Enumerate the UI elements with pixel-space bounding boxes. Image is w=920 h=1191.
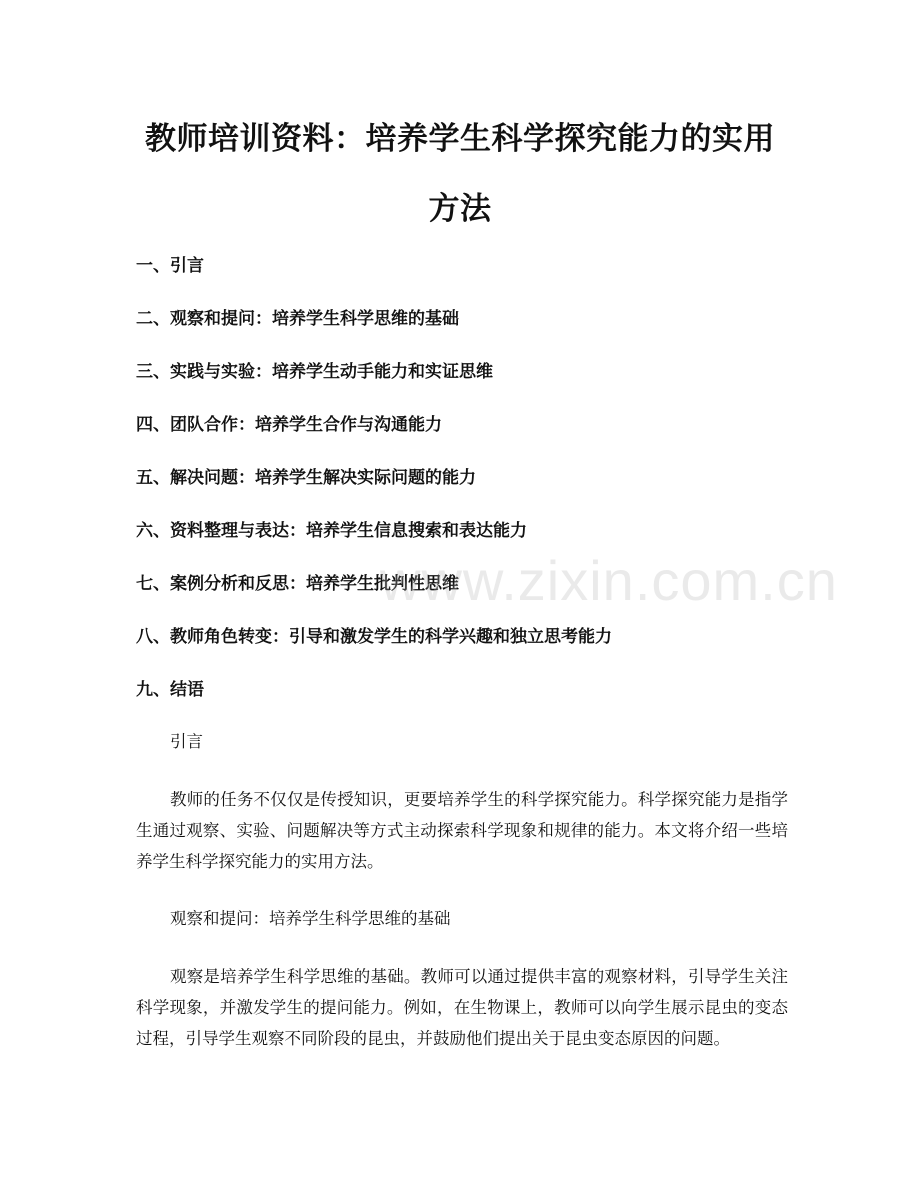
section-heading-observation: 观察和提问：培养学生科学思维的基础	[170, 909, 451, 928]
toc-item-1: 一、引言	[136, 256, 204, 276]
toc-item-6: 六、资料整理与表达：培养学生信息搜索和表达能力	[136, 521, 527, 541]
toc-item-5: 五、解决问题：培养学生解决实际问题的能力	[136, 468, 476, 488]
toc-item-4: 四、团队合作：培养学生合作与沟通能力	[136, 415, 442, 435]
document-title: 教师培训资料：培养学生科学探究能力的实用方法	[145, 121, 775, 227]
toc-item-9: 九、结语	[136, 680, 204, 700]
section-paragraph-observation: 观察是培养学生科学思维的基础。教师可以通过提供丰富的观察材料，引导学生关注科学现象，并激发学生的提问能力。例如，在生物课上，教师可以向学生展示昆虫的变态过程，引导学生观察不同阶段的昆虫，并鼓励他们提出关于昆虫变态原因的问题。	[136, 967, 788, 1048]
toc-item-2: 二、观察和提问：培养学生科学思维的基础	[136, 309, 459, 329]
document-body	[136, 722, 788, 1076]
section-heading-intro: 引言	[170, 732, 203, 751]
section-paragraph-intro: 教师的任务不仅仅是传授知识，更要培养学生的科学探究能力。科学探究能力是指学生通过观察、实验、问题解决等方式主动探索科学现象和规律的能力。本文将介绍一些培养学生科学探究能力的实用方法。	[136, 790, 788, 871]
watermark: www.zixin.com.cn	[380, 549, 838, 612]
table-of-contents	[136, 246, 796, 723]
toc-item-3: 三、实践与实验：培养学生动手能力和实证思维	[136, 362, 493, 382]
toc-item-7: 七、案例分析和反思：培养学生批判性思维	[136, 574, 459, 594]
toc-item-8: 八、教师角色转变：引导和激发学生的科学兴趣和独立思考能力	[136, 627, 612, 647]
